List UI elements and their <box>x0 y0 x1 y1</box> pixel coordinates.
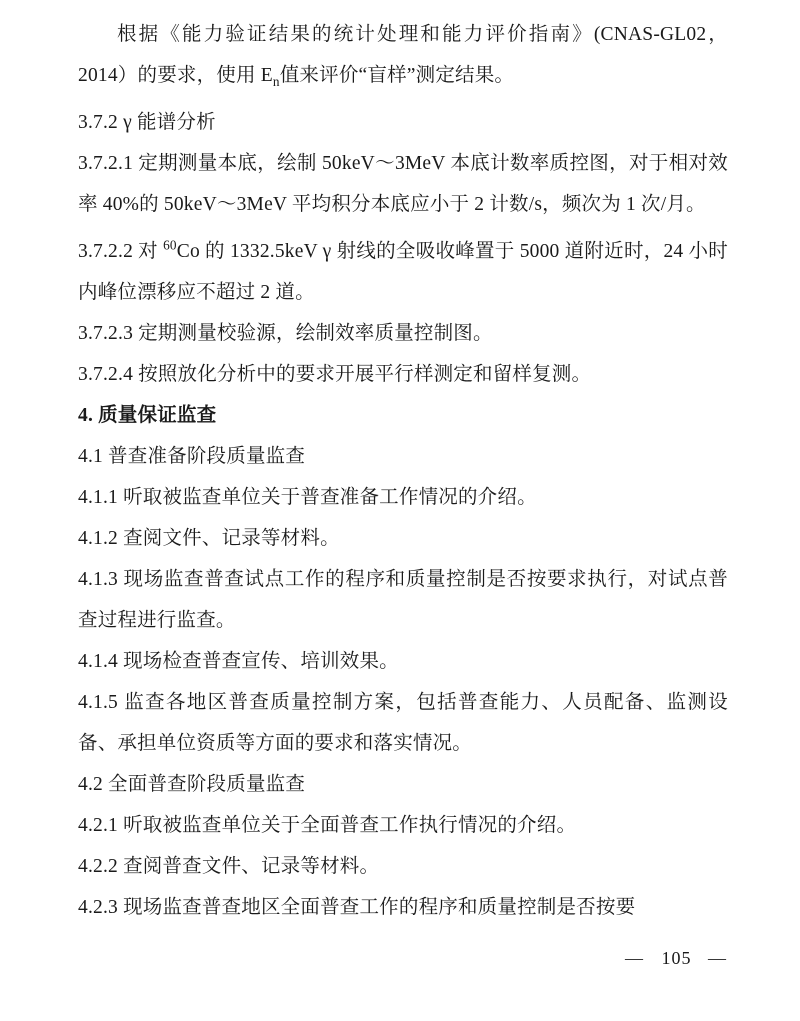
footer-left-dash: — <box>625 948 645 968</box>
paragraph-4-2-2 <box>78 846 728 887</box>
paragraph-3-7-2-3 <box>78 313 728 354</box>
paragraph-3-7-2-4 <box>78 354 728 395</box>
paragraph-text: 4.1.1 听取被监查单位关于普查准备工作情况的介绍。 <box>78 487 537 509</box>
paragraph-4-1-2 <box>78 518 728 559</box>
paragraph-text: 4.2.1 听取被监查单位关于全面普查工作执行情况的介绍。 <box>78 815 577 837</box>
paragraph-text: 根据《能力验证结果的统计处理和能力评价指南》(CNAS-GL02，2014）的要求，使用 $E_n$值来评价“盲样”测定结果。 <box>78 24 728 89</box>
heading-text: 4. 质量保证监查 <box>78 405 217 427</box>
paragraph-3-7-2-2 <box>78 225 728 314</box>
paragraph-text: 4.2.2 查阅普查文件、记录等材料。 <box>78 856 380 878</box>
page-footer <box>625 948 728 969</box>
paragraph-text: 4.1.5 监查各地区普查质量控制方案，包括普查能力、人员配备、监测设备、承担单位资质等方面的要求和落实情况。 <box>78 692 728 755</box>
paragraph-cnas-guide <box>78 14 728 102</box>
paragraph-4-1 <box>78 436 728 477</box>
paragraph-text: 4.1.2 查阅文件、记录等材料。 <box>78 528 340 550</box>
paragraph-3-7-2 <box>78 102 728 143</box>
paragraph-4-2 <box>78 764 728 805</box>
page-number: 105 <box>661 948 692 968</box>
heading-4-quality-assurance <box>78 395 728 436</box>
paragraph-text: 4.1.3 现场监查普查试点工作的程序和质量控制是否按要求执行，对试点普查过程进行监查。 <box>78 569 728 632</box>
footer-right-dash: — <box>708 948 728 968</box>
paragraph-4-2-3 <box>78 887 728 928</box>
paragraph-4-1-4 <box>78 641 728 682</box>
paragraph-text: 3.7.2.2 对 $^{60}$Co 的 1332.5keV γ 射线的全吸收峰置于 5000 道附近时，24 小时内峰位漂移应不超过 2 道。 <box>78 237 728 304</box>
paragraph-text: 3.7.2.4 按照放化分析中的要求开展平行样测定和留样复测。 <box>78 364 592 386</box>
paragraph-text: 4.1 普查准备阶段质量监查 <box>78 446 306 468</box>
paragraph-4-1-5 <box>78 682 728 764</box>
paragraph-text: 3.7.2.1 定期测量本底，绘制 50keV～3MeV 本底计数率质控图，对于相对效率 40%的 50keV～3MeV 平均积分本底应小于 2 计数/s，频次为 1 次/月。 <box>78 152 728 215</box>
paragraph-text: 3.7.2.3 定期测量校验源，绘制效率质量控制图。 <box>78 323 493 345</box>
paragraph-3-7-2-1 <box>78 143 728 225</box>
paragraph-text: 3.7.2 γ 能谱分析 <box>78 111 216 133</box>
paragraph-4-1-3 <box>78 559 728 641</box>
paragraph-4-2-1 <box>78 805 728 846</box>
paragraph-text: 4.2.3 现场监查普查地区全面普查工作的程序和质量控制是否按要 <box>78 897 636 919</box>
paragraph-4-1-1 <box>78 477 728 518</box>
paragraph-text: 4.1.4 现场检查普查宣传、培训效果。 <box>78 651 399 673</box>
paragraph-text: 4.2 全面普查阶段质量监查 <box>78 774 306 796</box>
